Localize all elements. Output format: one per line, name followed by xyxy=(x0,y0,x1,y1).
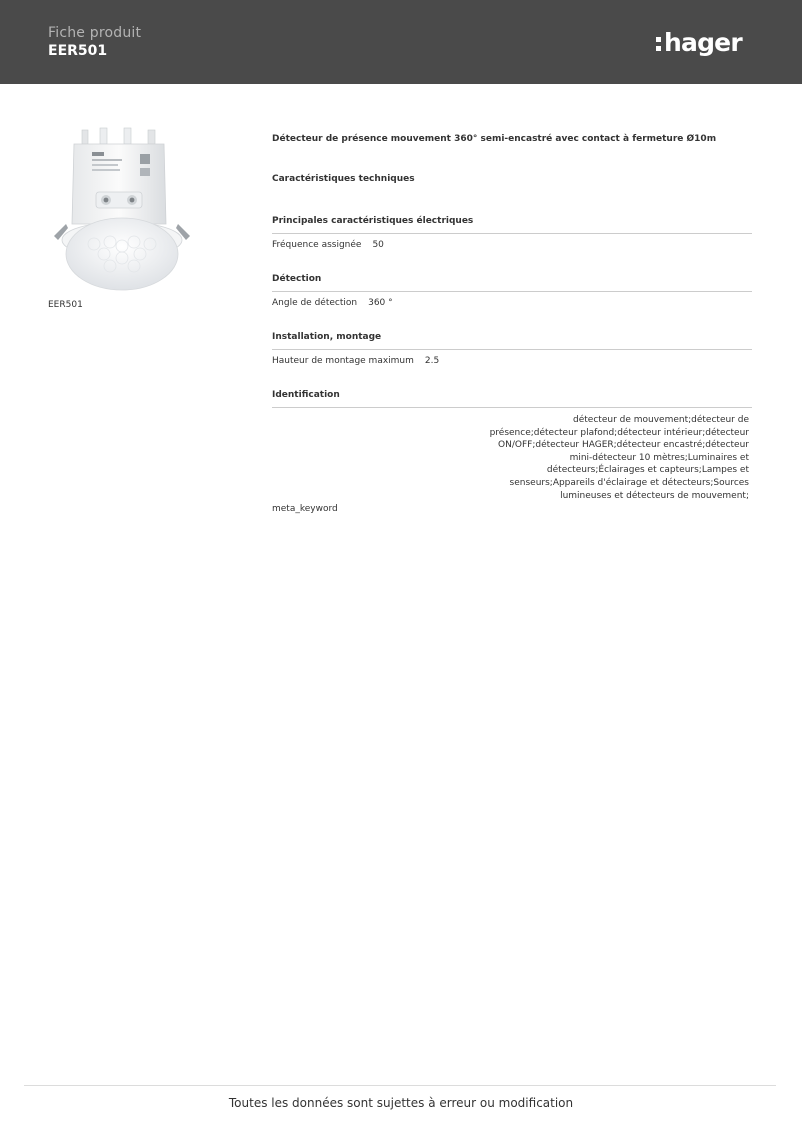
spec-row xyxy=(272,240,752,252)
logo-dots-icon xyxy=(656,37,661,51)
spec-content xyxy=(272,130,752,514)
spec-row xyxy=(272,298,752,310)
spec-value: 2.5 xyxy=(424,356,440,366)
spec-row xyxy=(272,356,752,368)
section-heading: Détection xyxy=(272,274,752,292)
spec-value: détecteur de mouvement;détecteur de présence;détecteur plafond;détecteur intérieur;détecteur ON/OFF;détecteur HAGER;détecteur encastré;détecteur mini-détecteur 10 mètres;Luminaires et détecteurs;Éclairages et capteurs;Lampes et senseurs;Appareils d'éclairage et détecteurs;Sources lumineuses et détecteurs de mouvement; xyxy=(489,415,749,501)
tech-specs-heading: Caractéristiques techniques xyxy=(272,174,415,184)
product-reference: EER501 xyxy=(48,43,108,59)
section-heading: Installation, montage xyxy=(272,332,752,350)
spec-row xyxy=(272,414,752,514)
spec-value: 360 ° xyxy=(368,298,393,308)
product-title: Détecteur de présence mouvement 360° semi-encastré avec contact à fermeture Ø10m xyxy=(272,134,717,144)
spec-value: 50 xyxy=(372,240,384,250)
hager-logo xyxy=(656,24,742,60)
footer-divider xyxy=(24,1085,776,1086)
spec-label: Fréquence assignée xyxy=(272,240,362,250)
section-heading: Identification xyxy=(272,390,752,408)
logo-text: hager xyxy=(664,27,742,57)
footer-disclaimer: Toutes les données sont sujettes à erreur ou modification xyxy=(228,1096,574,1110)
spec-label: Angle de détection xyxy=(272,298,358,308)
image-caption: EER501 xyxy=(48,300,83,310)
spec-label: meta_keyword xyxy=(272,504,338,514)
section-heading: Principales caractéristiques électriques xyxy=(272,216,752,234)
header-bar xyxy=(0,0,802,84)
spec-label: Hauteur de montage maximum xyxy=(272,356,414,366)
motion-detector-image xyxy=(44,124,200,296)
doc-type-label: Fiche produit xyxy=(48,25,142,41)
